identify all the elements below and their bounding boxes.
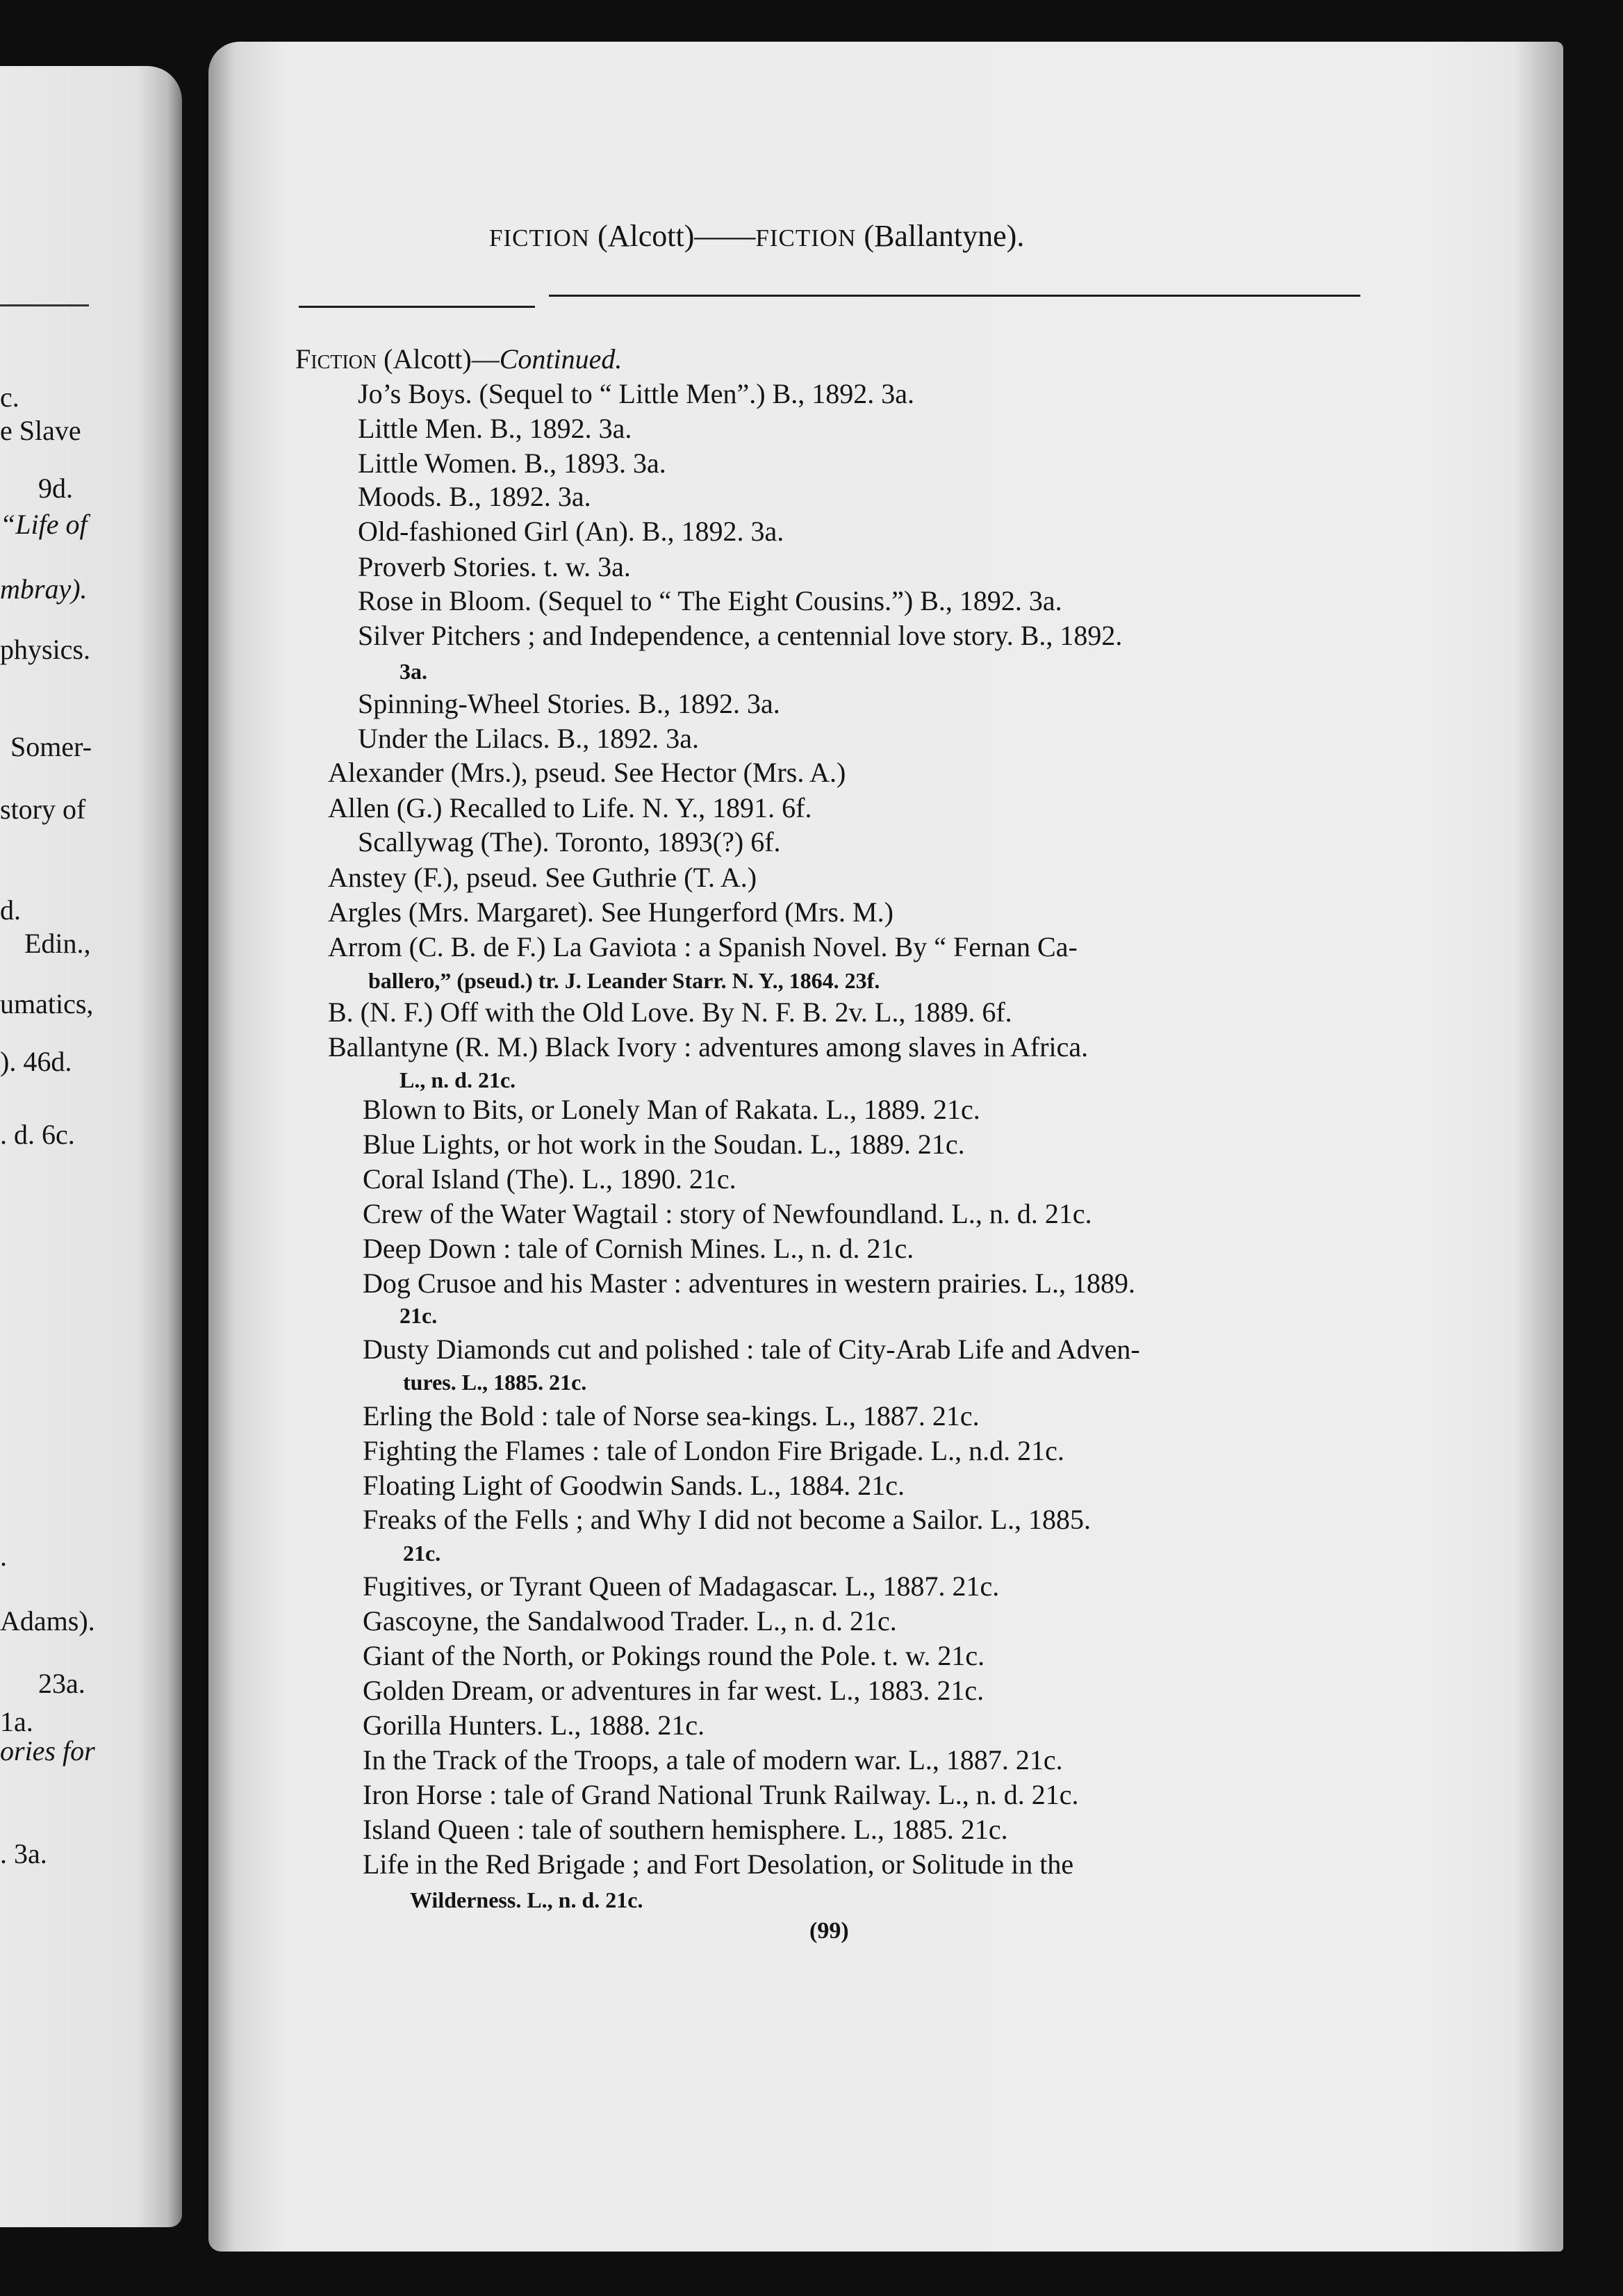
header-left-name: (Alcott)—— [598,219,756,253]
catalog-entry: Island Queen : tale of southern hemisphere. L., 1885. 21c. [363,1814,1008,1845]
catalog-entry: Iron Horse : tale of Grand National Trunk Railway. L., n. d. 21c. [363,1779,1079,1810]
catalog-entry: Moods. B., 1892. 3a. [358,481,591,512]
catalog-entry: Spinning-Wheel Stories. B., 1892. 3a. [358,688,780,719]
catalog-entry: Life in the Red Brigade ; and Fort Desolation, or Solitude in the [363,1848,1074,1880]
left-page-line: Adams). [0,1605,95,1637]
catalog-entry: Proverb Stories. t. w. 3a. [358,551,631,582]
header-right-label: FICTION [755,224,857,252]
catalog-entry: 3a. [399,659,427,684]
catalog-entry: Rose in Bloom. (Sequel to “ The Eight Cousins.”) B., 1892. 3a. [358,585,1062,616]
left-page-line: “Life of [0,509,88,540]
catalog-entry: B. (N. F.) Off with the Old Love. By N. F. B. 2v. L., 1889. 6f. [328,997,1012,1028]
catalog-entry: In the Track of the Troops, a tale of modern war. L., 1887. 21c. [363,1744,1063,1776]
catalog-entry: Allen (G.) Recalled to Life. N. Y., 1891. 6f. [328,792,812,823]
left-page-line: . 3a. [0,1838,47,1869]
header-right-name: (Ballantyne). [864,219,1025,253]
catalog-entry: Giant of the North, or Pokings round the Pole. t. w. 21c. [363,1640,985,1671]
left-facing-page [0,66,182,2227]
catalog-entry: Little Women. B., 1893. 3a. [358,448,666,479]
catalog-entry: Freaks of the Fells ; and Why I did not become a Sailor. L., 1885. [363,1504,1091,1535]
left-page-line: . [0,1541,7,1572]
catalog-entry: Fugitives, or Tyrant Queen of Madagascar. L., 1887. 21c. [363,1571,1000,1602]
running-header [489,221,1024,252]
left-page-line: mbray). [0,573,88,605]
catalog-entry: 21c. [399,1303,438,1328]
catalog-entry: Old-fashioned Girl (An). B., 1892. 3a. [358,516,784,547]
catalog-entry: Dog Crusoe and his Master : adventures in western prairies. L., 1889. [363,1268,1135,1299]
catalog-entry: Gascoyne, the Sandalwood Trader. L., n. d. 21c. [363,1605,897,1637]
left-page-line: Somer- [10,731,92,762]
catalog-entry: Arrom (C. B. de F.) La Gaviota : a Spanish Novel. By “ Fernan Ca- [328,931,1078,962]
catalog-entry: Fighting the Flames : tale of London Fire Brigade. L., n.d. 21c. [363,1435,1064,1466]
catalog-entry: Alexander (Mrs.), pseud. See Hector (Mrs. A.) [328,757,846,788]
catalog-entry: Erling the Bold : tale of Norse sea-kings. L., 1887. 21c. [363,1400,980,1432]
catalog-entry: Blue Lights, or hot work in the Soudan. L., 1889. 21c. [363,1129,965,1160]
section-heading [295,345,622,373]
catalog-entry: Anstey (F.), pseud. See Guthrie (T. A.) [328,862,757,893]
section-author: (Alcott)–– [384,343,500,375]
catalog-entry: Floating Light of Goodwin Sands. L., 1884. 21c. [363,1470,905,1501]
header-left-label: FICTION [489,224,591,252]
header-rule-right [549,295,1360,297]
catalog-entry: Under the Lilacs. B., 1892. 3a. [358,723,699,754]
catalog-entry: Blown to Bits, or Lonely Man of Rakata. L., 1889. 21c. [363,1094,980,1125]
left-page-line: 9d. [38,473,73,504]
left-page-line: Edin., [24,928,91,959]
left-page-line: 1a. [0,1706,33,1737]
left-page-line: . d. 6c. [0,1119,75,1150]
left-page-line: ories for [0,1735,95,1766]
catalog-entry: Ballantyne (R. M.) Black Ivory : adventures among slaves in Africa. [328,1031,1089,1063]
left-page-line: physics. [0,634,90,665]
catalog-entry: Gorilla Hunters. L., 1888. 21c. [363,1709,705,1741]
catalog-entry: Argles (Mrs. Margaret). See Hungerford (Mrs. M.) [328,896,893,928]
catalog-entry: Wilderness. L., n. d. 21c. [410,1887,643,1912]
section-word: Fiction [295,343,377,375]
catalog-entry: tures. L., 1885. 21c. [403,1370,587,1395]
left-page-line: 23a. [38,1668,85,1699]
catalog-entry: L., n. d. 21c. [399,1067,516,1092]
catalog-entry: Coral Island (The). L., 1890. 21c. [363,1163,736,1195]
page-number: (99) [809,1918,849,1944]
catalog-entry: Deep Down : tale of Cornish Mines. L., n. d. 21c. [363,1233,914,1264]
catalog-entry: Scallywag (The). Toronto, 1893(?) 6f. [358,826,781,858]
left-page-line: story of [0,794,86,825]
catalog-entry: Silver Pitchers ; and Independence, a centennial love story. B., 1892. [358,620,1123,651]
left-page-rule [0,304,89,306]
section-continued: Continued. [499,343,623,375]
page-edge-shadow [1515,42,1563,2252]
header-rule-left [299,306,535,308]
left-page-line: umatics, [0,988,94,1019]
catalog-entry: 21c. [403,1541,441,1566]
catalog-entry: Dusty Diamonds cut and polished : tale of City-Arab Life and Adven- [363,1334,1140,1365]
left-page-line: ). 46d. [0,1046,72,1077]
left-page-line: d. [0,894,21,926]
catalog-entry: Jo’s Boys. (Sequel to “ Little Men”.) B., 1892. 3a. [358,378,915,409]
left-page-line: c. [0,382,19,413]
catalog-entry: Crew of the Water Wagtail : story of Newfoundland. L., n. d. 21c. [363,1198,1092,1229]
catalog-entry: Little Men. B., 1892. 3a. [358,413,632,444]
catalog-entry: ballero,” (pseud.) tr. J. Leander Starr. N. Y., 1864. 23f. [368,968,880,993]
left-page-line: e Slave [0,415,81,446]
catalog-entry: Golden Dream, or adventures in far west. L., 1883. 21c. [363,1675,984,1706]
